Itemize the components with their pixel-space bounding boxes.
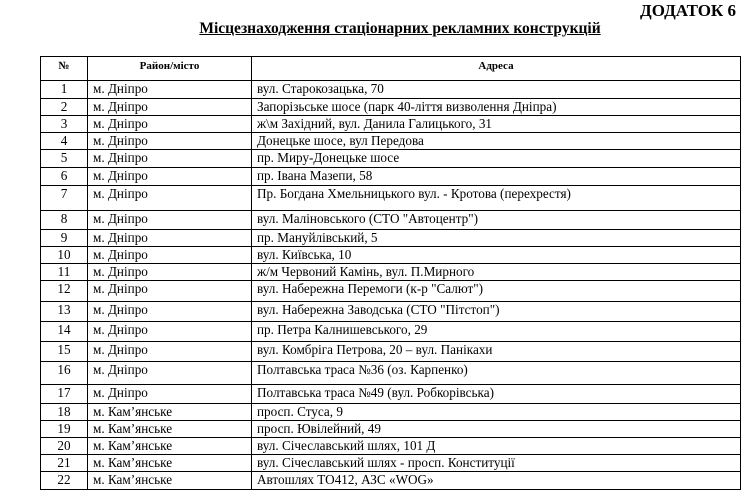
row-number: 16 xyxy=(41,362,88,385)
row-number: 5 xyxy=(41,150,88,168)
document-title: Місцезнаходження стаціонарних рекламних конструкцій xyxy=(199,20,601,37)
column-header-address: Адреса xyxy=(252,57,741,81)
row-city: м. Дніпро xyxy=(88,186,252,211)
row-number: 19 xyxy=(41,421,88,438)
row-city: м. Дніпро xyxy=(88,342,252,362)
table-body xyxy=(41,81,741,490)
row-city: м. Кам’янське xyxy=(88,438,252,455)
row-city: м. Кам’янське xyxy=(88,472,252,490)
row-city: м. Дніпро xyxy=(88,322,252,342)
row-city: м. Дніпро xyxy=(88,247,252,264)
row-number: 12 xyxy=(41,281,88,302)
column-header-city: Район/місто xyxy=(88,57,252,81)
row-address: пр. Івана Мазепи, 58 xyxy=(252,168,741,186)
row-number: 10 xyxy=(41,247,88,264)
row-address: вул. Набережна Перемоги (к-р "Салют") xyxy=(252,281,741,302)
row-address: просп. Стуса, 9 xyxy=(252,404,741,421)
row-address: Полтавська траса №49 (вул. Робкорівська) xyxy=(252,385,741,404)
row-city: м. Дніпро xyxy=(88,362,252,385)
table-row xyxy=(41,322,741,342)
row-city: м. Дніпро xyxy=(88,281,252,302)
table-row xyxy=(41,385,741,404)
row-address: Запорізьське шосе (парк 40-ліття визволення Дніпра) xyxy=(252,99,741,116)
table-row xyxy=(41,472,741,490)
row-city: м. Дніпро xyxy=(88,168,252,186)
row-number: 17 xyxy=(41,385,88,404)
row-address: вул. Маліновського (СТО "Автоцентр") xyxy=(252,211,741,230)
row-number: 9 xyxy=(41,230,88,247)
row-city: м. Дніпро xyxy=(88,385,252,404)
table-row xyxy=(41,116,741,133)
row-address: вул. Січеславський шлях - просп. Конституції xyxy=(252,455,741,472)
table-row xyxy=(41,81,741,99)
table-row xyxy=(41,168,741,186)
row-address: ж/м Червоний Камінь, вул. П.Мирного xyxy=(252,264,741,281)
table-row xyxy=(41,99,741,116)
column-header-number: № xyxy=(41,57,88,81)
row-address: пр. Петра Калнишевського, 29 xyxy=(252,322,741,342)
row-city: м. Дніпро xyxy=(88,302,252,322)
row-address: вул. Київська, 10 xyxy=(252,247,741,264)
row-number: 3 xyxy=(41,116,88,133)
row-city: м. Кам’янське xyxy=(88,404,252,421)
locations-table xyxy=(40,56,741,490)
row-number: 8 xyxy=(41,211,88,230)
row-number: 13 xyxy=(41,302,88,322)
table-row xyxy=(41,230,741,247)
table-row xyxy=(41,281,741,302)
table-row xyxy=(41,133,741,150)
table-row xyxy=(41,438,741,455)
row-number: 18 xyxy=(41,404,88,421)
row-number: 21 xyxy=(41,455,88,472)
table-row xyxy=(41,302,741,322)
table-row xyxy=(41,362,741,385)
table-row xyxy=(41,150,741,168)
table-row xyxy=(41,247,741,264)
row-address: Пр. Богдана Хмельницького вул. - Кротова (перехрестя) xyxy=(252,186,741,211)
row-address: Донецьке шосе, вул Передова xyxy=(252,133,741,150)
row-address: вул. Січеславський шлях, 101 Д xyxy=(252,438,741,455)
row-address: вул. Набережна Заводська (СТО "Пітстоп") xyxy=(252,302,741,322)
row-city: м. Дніпро xyxy=(88,211,252,230)
row-number: 7 xyxy=(41,186,88,211)
table-row xyxy=(41,186,741,211)
table-header-row xyxy=(41,57,741,81)
row-city: м. Дніпро xyxy=(88,99,252,116)
row-address: просп. Ювілейний, 49 xyxy=(252,421,741,438)
table-row xyxy=(41,421,741,438)
table-row xyxy=(41,455,741,472)
row-city: м. Дніпро xyxy=(88,116,252,133)
row-city: м. Дніпро xyxy=(88,150,252,168)
row-address: вул. Комбріга Петрова, 20 – вул. Панікахи xyxy=(252,342,741,362)
row-number: 20 xyxy=(41,438,88,455)
row-city: м. Дніпро xyxy=(88,230,252,247)
row-address: Полтавська траса №36 (оз. Карпенко) xyxy=(252,362,741,385)
row-address: ж\м Західний, вул. Данила Галицького, 31 xyxy=(252,116,741,133)
row-city: м. Дніпро xyxy=(88,264,252,281)
table-row xyxy=(41,404,741,421)
row-number: 2 xyxy=(41,99,88,116)
row-number: 6 xyxy=(41,168,88,186)
row-address: Автошлях ТО412, АЗС «WOG» xyxy=(252,472,741,490)
row-city: м. Дніпро xyxy=(88,133,252,150)
row-number: 4 xyxy=(41,133,88,150)
row-city: м. Дніпро xyxy=(88,81,252,99)
row-number: 14 xyxy=(41,322,88,342)
row-address: пр. Мануйлівський, 5 xyxy=(252,230,741,247)
row-city: м. Кам’янське xyxy=(88,455,252,472)
row-number: 15 xyxy=(41,342,88,362)
table-row xyxy=(41,342,741,362)
table-row xyxy=(41,211,741,230)
row-address: пр. Миру-Донецьке шосе xyxy=(252,150,741,168)
row-number: 22 xyxy=(41,472,88,490)
table-row xyxy=(41,264,741,281)
row-number: 1 xyxy=(41,81,88,99)
appendix-label: ДОДАТОК 6 xyxy=(640,1,736,20)
row-address: вул. Старокозацька, 70 xyxy=(252,81,741,99)
row-number: 11 xyxy=(41,264,88,281)
row-city: м. Кам’янське xyxy=(88,421,252,438)
